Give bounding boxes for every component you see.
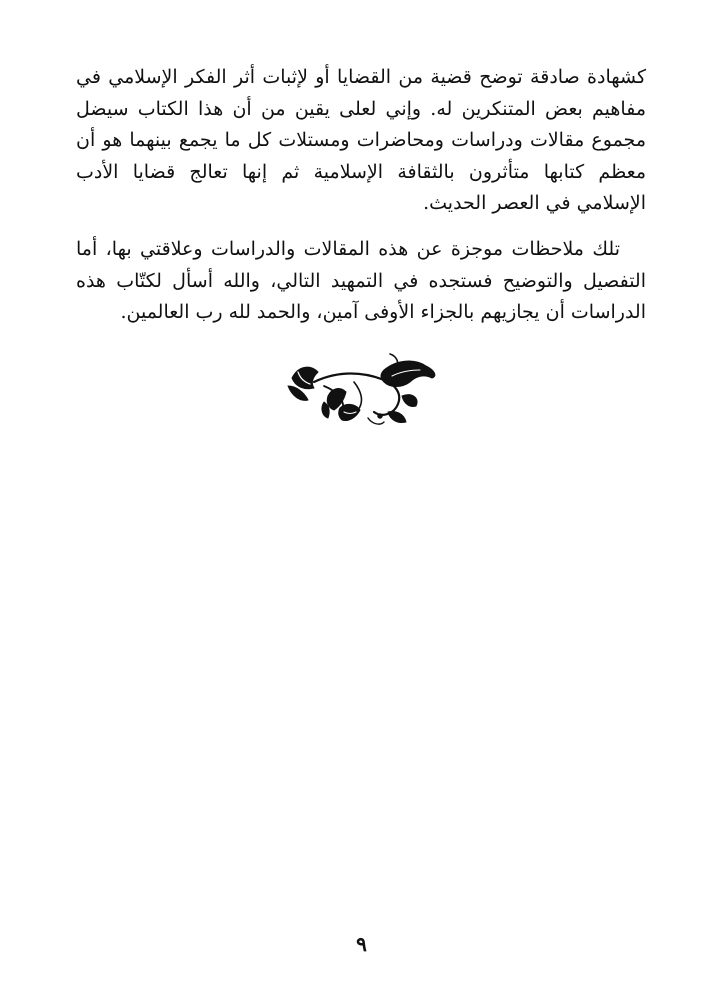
paragraph-2-text: تلك ملاحظات موجزة عن هذه المقالات والدراسات وعلاقتي بها، أما التفصيل والتوضيح فستجده في التمهيد التالي، والله أسأل لكتّاب هذه الدراسات أن يجازيهم بالجزاء الأوفى آمين، والحمد لله رب العالمين. — [76, 238, 646, 323]
paragraph-1 — [76, 62, 646, 220]
paragraph-1-text: كشهادة صادقة توضح قضية من القضايا أو لإثبات أثر الفكر الإسلامي في مفاهيم بعض المتنكرين له. وإني لعلى يقين من أن هذا الكتاب سيضل مجموع مقالات ودراسات ومحاضرات ومستلات كل ما يجمع بينهما هو أن معظم كتابها متأثرون بالثقافة الإسلامية ثم إنها تعالج قضايا الأدب الإسلامي في العصر الحديث. — [76, 66, 646, 214]
page-number: ٩ — [356, 932, 367, 956]
floral-ornament-icon — [284, 352, 440, 430]
paragraph-2 — [76, 234, 646, 329]
